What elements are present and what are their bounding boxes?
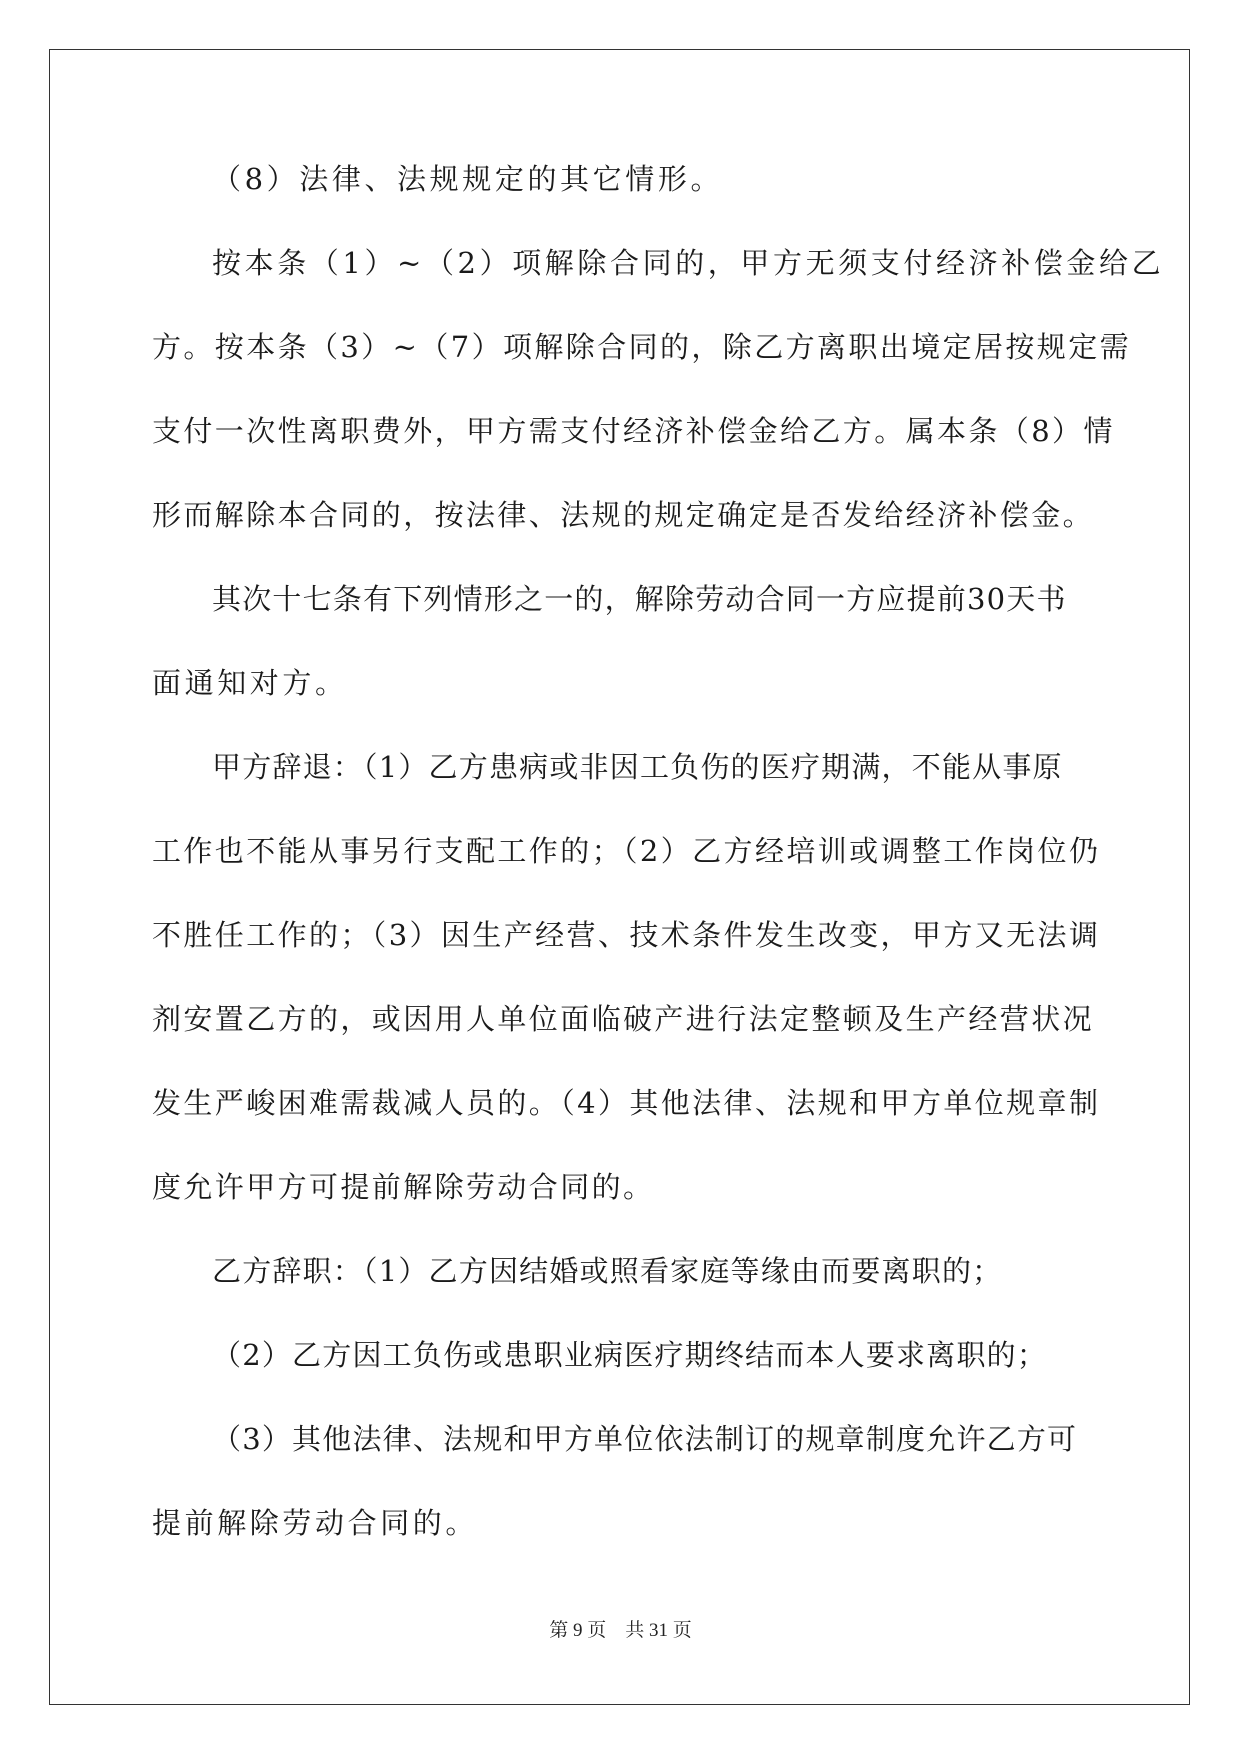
paragraph-line: 形而解除本合同的，按法律、法规的规定确定是否发给经济补偿金。 [152,498,1095,532]
paragraph-line: 乙方辞职：（1）乙方因结婚或照看家庭等缘由而要离职的； [212,1254,1003,1288]
paragraph-line: 度允许甲方可提前解除劳动合同的。 [152,1170,655,1204]
paragraph-line: 其次十七条有下列情形之一的，解除劳动合同一方应提前30天书 [212,582,1067,616]
paragraph-line: 提前解除劳动合同的。 [152,1506,479,1540]
paragraph-line: 剂安置乙方的，或因用人单位面临破产进行法定整顿及生产经营状况 [152,1002,1095,1036]
page-number-label: 第 9 页 共 31 页 [549,1620,692,1641]
paragraph-line: （2）乙方因工负伤或患职业病医疗期终结而本人要求离职的； [212,1338,1048,1372]
paragraph-line: 方。按本条（3）~（7）项解除合同的，除乙方离职出境定居按规定需 [152,330,1132,364]
paragraph-line: 不胜任工作的；（3）因生产经营、技术条件发生改变，甲方又无法调 [152,918,1101,952]
paragraph-line: 按本条（1）~（2）项解除合同的，甲方无须支付经济补偿金给乙 [212,246,1165,280]
paragraph-line: 面通知对方。 [152,666,348,700]
page-footer [0,1615,1241,1642]
paragraph-line: 甲方辞退：（1）乙方患病或非因工负伤的医疗期满，不能从事原 [212,750,1063,784]
paragraph-line: 发生严峻困难需裁减人员的。（4）其他法律、法规和甲方单位规章制 [152,1086,1101,1120]
document-body [152,156,1165,1584]
paragraph-line: （8）法律、法规规定的其它情形。 [212,162,724,196]
paragraph-line: 工作也不能从事另行支配工作的；（2）乙方经培训或调整工作岗位仍 [152,834,1101,868]
paragraph-line: （3）其他法律、法规和甲方单位依法制订的规章制度允许乙方可 [212,1422,1078,1456]
paragraph-line: 支付一次性离职费外，甲方需支付经济补偿金给乙方。属本条（8）情 [152,414,1115,448]
